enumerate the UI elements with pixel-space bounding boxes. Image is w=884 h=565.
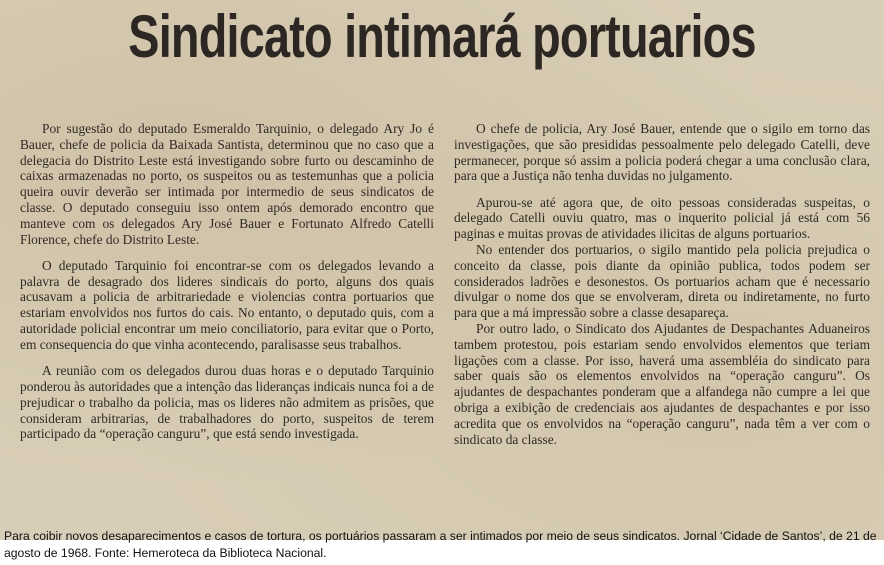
paragraph: A reunião com os delegados durou duas horas e o deputado Tarquinio ponderou às autoridades que a intenção das lideranças indicais nunca foi a de prejudicar o trabalho da policia, mas os lideres não admitem as prisões, que consideram arbitrarias, de trabalhadores do porto, suspeitos de terem participado da “operação canguru”, que está sendo investigada. (20, 363, 434, 442)
paragraph: Por sugestão do deputado Esmeraldo Tarquinio, o delegado Ary Jo é Bauer, chefe de policia da Baixada Santista, determinou que no caso que a delegacia do Distrito Leste está investigando sobre furto ou descaminho de caixas armazenadas no porto, os suspeitos ou as testemunhas que a policia queira ouvir deverão ser intimada por intermedio de seus sindicatos de classe. O deputado conseguiu isso ontem após demorado encontro que manteve com os delegados Ary José Bauer e Fortunato Alfredo Catelli Florence, chefe do Distrito Leste. (20, 121, 434, 247)
article-right-column (454, 121, 870, 458)
article-left-column (20, 121, 434, 453)
paragraph: Apurou-se até agora que, de oito pessoas consideradas suspeitas, o delegado Catelli ouviu quatro, mas o inquerito policial já está com 56 paginas e muitas provas de atividades ilicitas de alguns portuarios. (454, 194, 870, 242)
paragraph: O deputado Tarquinio foi encontrar-se com os delegados levando a palavra de desagrado dos lideres sindicais do porto, alguns dos quais acusavam a policia de arbitrariedade e violencias contra portuarios que estariam envolvidos nos furtos do cais. No entanto, o deputado quis, com a autoridade policial encontrar um meio conciliatorio, para evitar que o Porto, em consequencia do que vinha acontecendo, paralisasse seus trabalhos. (20, 257, 434, 352)
paragraph: No entender dos portuarios, o sigilo mantido pela policia prejudica o conceito da classe, pois diante da opinião publica, todos podem ser considerados ladrões e desonestos. Os portuarios acham que é necessario divulgar o nome dos que se envolveram, direta ou indiretamente, no furto para que a má impressão sobre a classe desapareça. (454, 242, 870, 321)
paragraph: Por outro lado, o Sindicato dos Ajudantes de Despachantes Aduaneiros tambem protestou, pois estariam sendo envolvidos elementos que teriam ligações com a classe. Por isso, haverá uma assembléia do sindicato para saber quais são os elementos envolvidos na “operação canguru”. Os ajudantes de despachantes ponderam que a alfandega não cumpre a lei que obriga a exibição de credenciais aos ajudantes de despachantes e por isso acredita que os envolvidos na “operação canguru”, nada têm a ver com o sindicato da classe. (454, 321, 870, 447)
figure-caption: Para coibir novos desaparecimentos e casos de tortura, os portuários passaram a ser intimados por meio de seus sindicatos. Jornal ‘Cidade de Santos’, de 21 de agosto de 1968. Fonte: Hemeroteca da Biblioteca Nacional. (4, 529, 877, 560)
paragraph: O chefe de policia, Ary José Bauer, entende que o sigilo em torno das investigações, que são presididas pessoalmente pelo delegado Catelli, deve permanecer, porque só assim a policia poderá chegar a uma conclusão clara, para que a Justiça não tenha duvidas no julgamento. (454, 121, 870, 184)
headline: Sindicato intimará portuarios (128, 3, 756, 70)
